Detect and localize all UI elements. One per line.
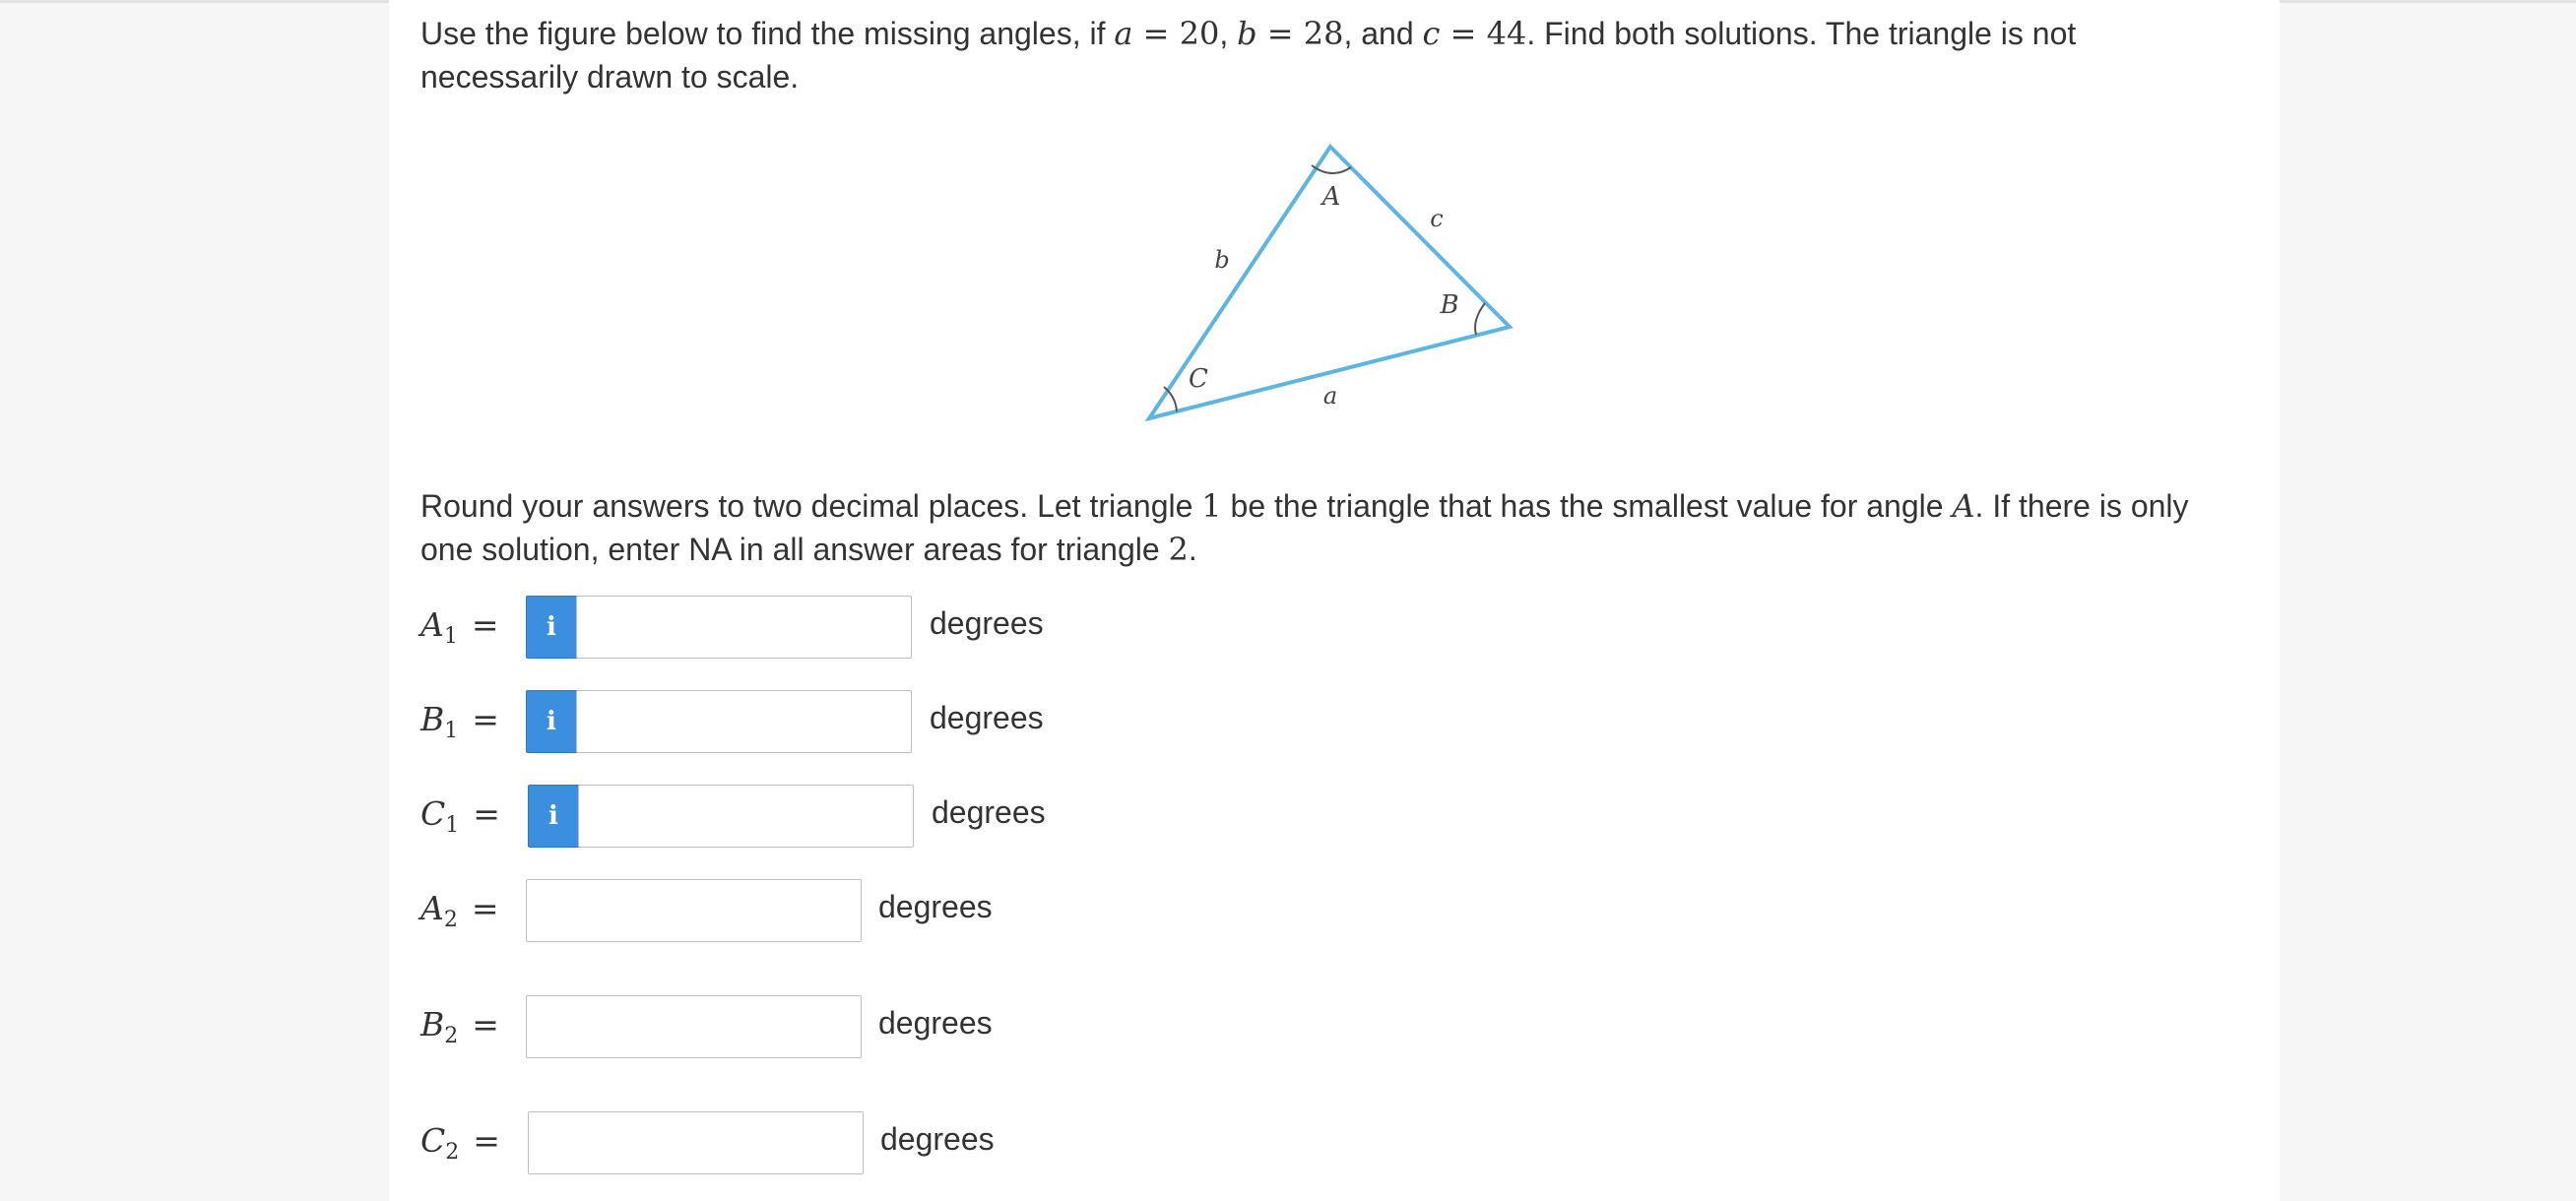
info-button[interactable]: i [526,596,577,659]
info-button[interactable]: i [528,785,579,848]
answer-label: $C_1$ = [420,794,500,838]
unit-label: degrees [930,605,1044,641]
unit-label: degrees [932,794,1046,830]
instructions-part3: . If there is only one solution, enter NA in all answer areas for triangle [420,488,2189,567]
unit-label: degrees [930,700,1044,735]
triangle-number-1: 1 [1201,487,1222,525]
answer-input-A1[interactable] [576,596,912,659]
info-button[interactable]: i [526,690,577,753]
var-c: c [1422,15,1441,52]
answer-input-C2[interactable] [528,1111,864,1174]
value-c: 44 [1486,15,1527,52]
triangle-number-2: 2 [1168,531,1189,568]
value-a: 20 [1179,15,1220,52]
angle-var-A: A [1952,487,1975,525]
triangle-figure [1132,133,1526,428]
answer-input-A2[interactable] [526,879,862,942]
instructions-part2: be the triangle that has the smallest value for angle [1221,488,1953,524]
answer-label: $A_1$ = [420,605,499,649]
instructions-text [420,484,2213,571]
side-label-c: c [1430,205,1444,232]
instructions-part1: Round your answers to two decimal places. Let triangle [420,488,1202,524]
and-text: , and [1343,16,1423,51]
answer-label: $A_2$ = [420,889,499,932]
unit-label: degrees [878,1005,993,1041]
eq-b: = [1256,15,1304,52]
side-label-b: b [1214,246,1230,274]
vertex-label-A: A [1321,182,1341,212]
answer-input-B1[interactable] [576,690,912,753]
vertex-label-C: C [1189,364,1208,394]
triangle-svg [1132,133,1526,428]
answer-input-B2[interactable] [526,995,862,1058]
answer-label: $C_2$ = [420,1121,500,1165]
var-b: b [1237,15,1257,52]
side-label-a: a [1322,382,1338,410]
instructions-part4: . [1188,532,1197,567]
eq-c: = [1440,15,1487,52]
value-b: 28 [1303,15,1344,52]
unit-label: degrees [878,889,993,924]
var-a: a [1114,15,1133,52]
answer-label: $B_2$ = [420,1005,499,1048]
answer-input-C1[interactable] [578,785,914,848]
question-prefix: Use the figure below to find the missing angles, if [420,16,1115,51]
answer-label: $B_1$ = [420,700,499,743]
vertex-label-B: B [1440,290,1459,320]
comma: , [1219,16,1238,51]
question-text [420,12,2213,98]
angle-arc-B [1475,303,1485,335]
eq-a: = [1132,15,1180,52]
question-suffix: . Find both solutions. The triangle is not necessarily drawn to scale. [420,16,2077,95]
unit-label: degrees [880,1121,995,1157]
